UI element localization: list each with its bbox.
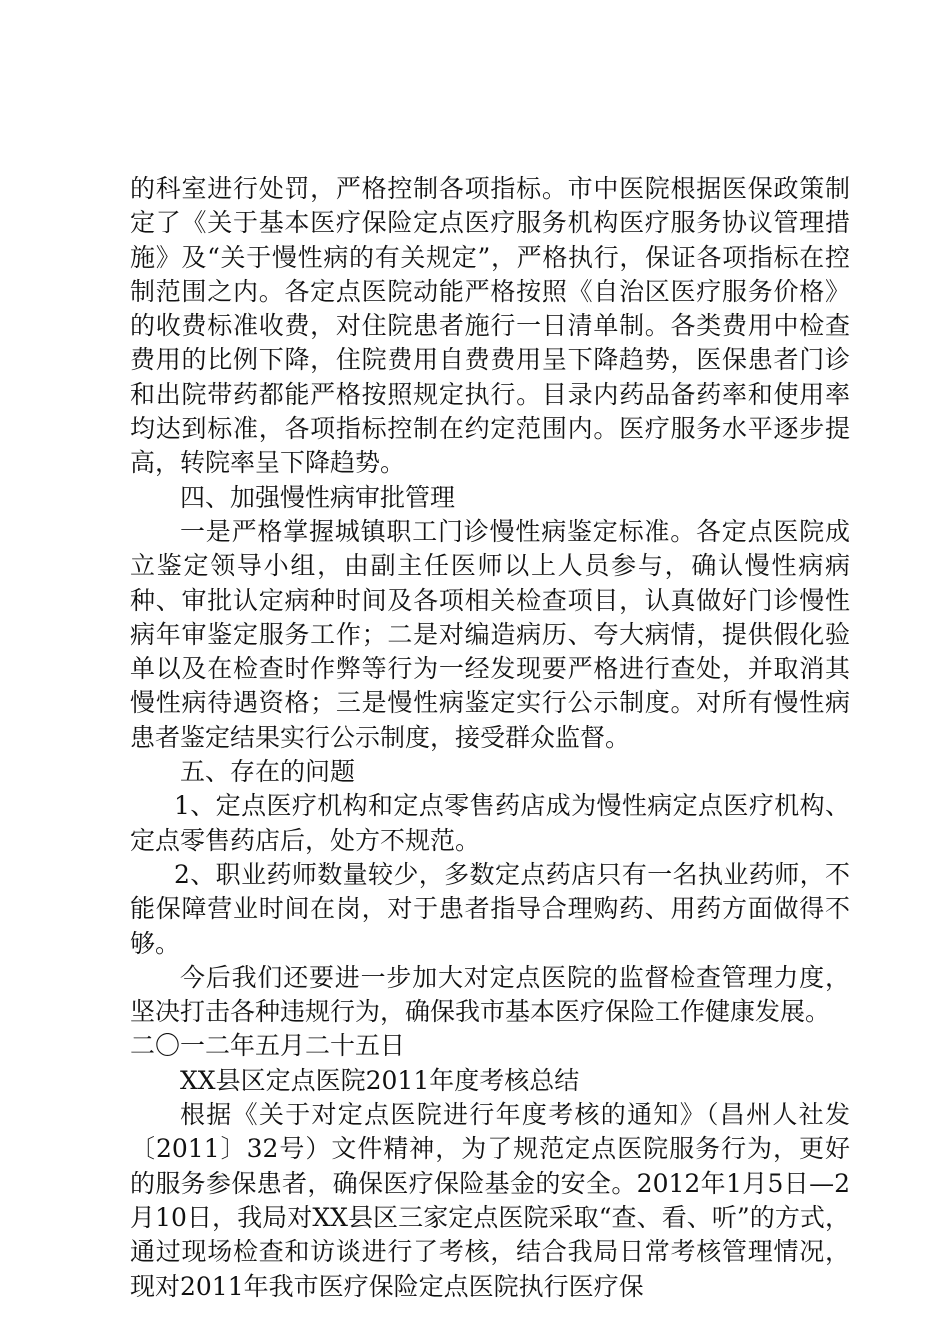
- paragraph-future-plan: 今后我们还要进一步加大对定点医院的监督检查管理力度，坚决打击各种违规行为，确保我市基本医疗保险工作健康发展。: [130, 962, 850, 1027]
- problem-item-1: 1、定点医疗机构和定点零售药店成为慢性病定点医疗机构、定点零售药店后，处方不规范。: [130, 791, 850, 855]
- problem-item-2: 2、职业药师数量较少，多数定点药店只有一名执业药师，不能保障营业时间在岗，对于患者指导合理购药、用药方面做得不够。: [130, 859, 850, 958]
- paragraph-chronic-disease-standards: 一是严格掌握城镇职工门诊慢性病鉴定标准。各定点医院成立鉴定领导小组，由副主任医师以上人员参与，确认慢性病病种、审批认定病种时间及各项相关检查项目，认真做好门诊慢性病年审鉴定服务工作；二是对编造病历、夸大病情，提供假化验单以及在检查时作弊等行为一经发现要严格进行查处，并取消其慢性病待遇资格；三是慢性病鉴定实行公示制度。对所有慢性病患者鉴定结果实行公示制度，接受群众监督。: [130, 516, 850, 752]
- heading-existing-problems: 五、存在的问题: [180, 757, 356, 787]
- document-date: 二〇一二年五月二十五日: [130, 1031, 406, 1061]
- paragraph-review-basis: 根据《关于对定点医院进行年度考核的通知》（昌州人社发〔2011〕32号）文件精神，为了规范定点医院服务行为，更好的服务参保患者，确保医疗保险基金的安全。2012年1月5日—2月10日，我局对XX县区三家定点医院采取“查、看、听”的方式，通过现场检查和访谈进行了考核，结合我局日常考核管理情况，现对2011年我市医疗保险定点医院执行医疗保: [130, 1100, 850, 1301]
- document-body: [130, 172, 850, 1304]
- paragraph-control-indicators: 的科室进行处罚，严格控制各项指标。市中医院根据医保政策制定了《关于基本医疗保险定点医疗服务机构医疗服务协议管理措施》及“关于慢性病的有关规定”，严格执行，保证各项指标在控制范围之内。各定点医院动能严格按照《自治区医疗服务价格》的收费标准收费，对住院患者施行一日清单制。各类费用中检查费用的比例下降，住院费用自费费用呈下降趋势，医保患者门诊和出院带药都能严格按照规定执行。目录内药品备药率和使用率均达到标准，各项指标控制在约定范围内。医疗服务水平逐步提高，转院率呈下降趋势。: [130, 174, 850, 478]
- section-title-annual-review: XX县区定点医院2011年度考核总结: [180, 1065, 580, 1095]
- heading-chronic-disease-approval: 四、加强慢性病审批管理: [180, 482, 456, 512]
